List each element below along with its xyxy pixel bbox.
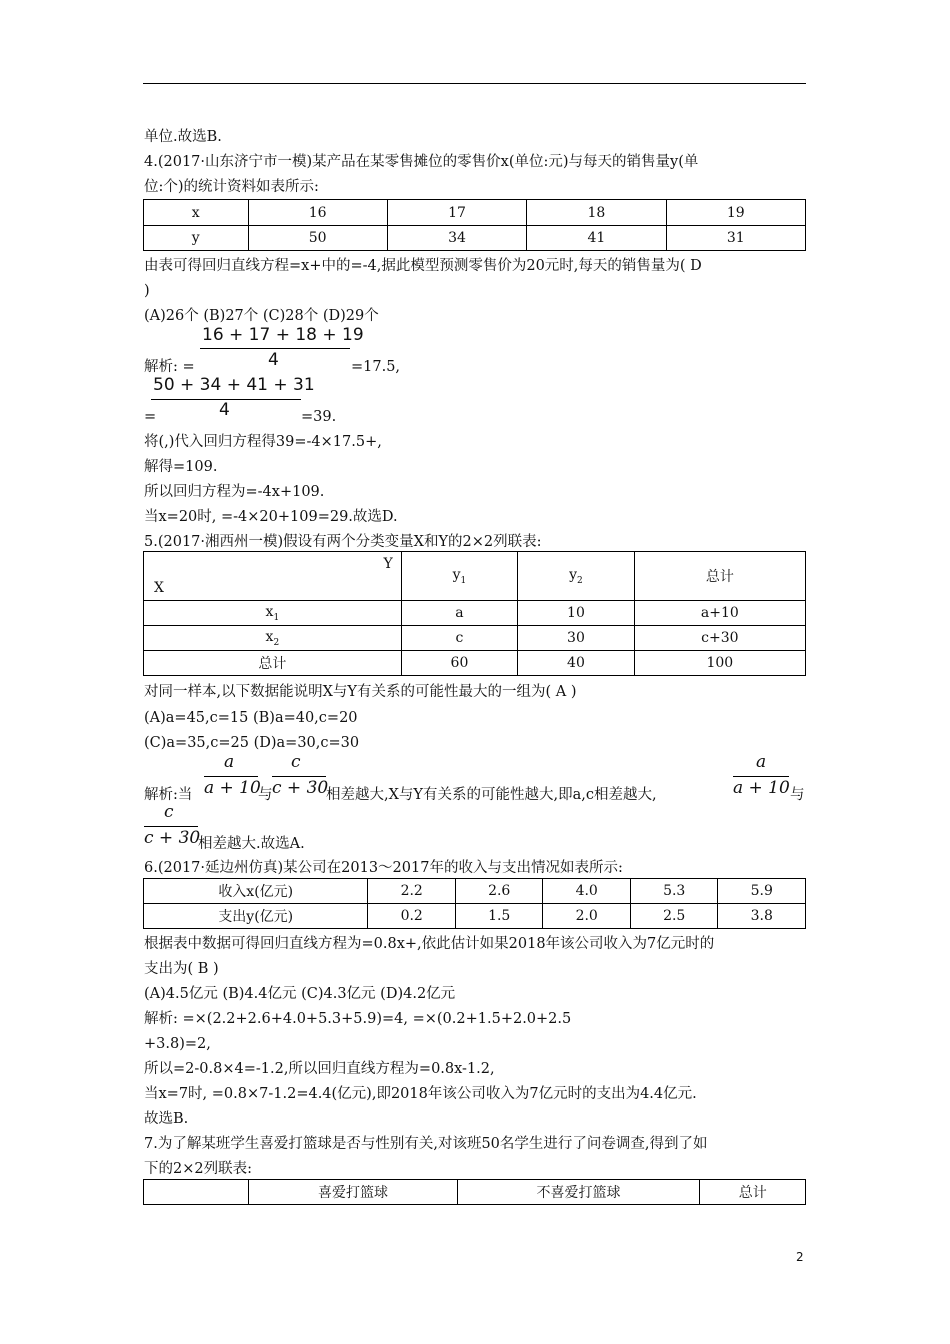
fraction-denominator: c + 30	[272, 778, 329, 798]
table-row-label: $x_1$	[144, 601, 402, 626]
fraction-numerator: c	[164, 802, 174, 822]
question-4-line-1: 4.(2017·山东济宁市一模)某产品在某零售摊位的零售价x(单位:元)与每天的销售量y(单	[144, 154, 699, 170]
table-header-cell: 不喜爱打篮球	[457, 1180, 700, 1205]
table-cell: 4.0	[543, 879, 631, 904]
question-7-line-2: 下的2×2列联表:	[144, 1161, 252, 1177]
fraction-numerator: a	[756, 752, 767, 772]
fraction-numerator: 50 + 34 + 41 + 31	[153, 375, 315, 395]
solution-line: 解得=109.	[144, 459, 218, 475]
fraction-bar	[200, 348, 350, 349]
solution-line: 将(,)代入回归方程得39=-4×17.5+,	[144, 434, 382, 450]
table-row	[144, 904, 806, 929]
table-row	[144, 879, 806, 904]
table-cell: 30	[518, 626, 634, 651]
table-row-label: 总计	[144, 651, 402, 676]
solution-line: =17.5,	[351, 359, 401, 375]
table-cell: 41	[527, 226, 666, 251]
question-4-options: (A)26个 (B)27个 (C)28个 (D)29个	[144, 308, 379, 324]
table-cell: 1.5	[455, 904, 543, 929]
table-cell: 17	[387, 200, 526, 226]
table-cell: 支出y(亿元)	[144, 904, 368, 929]
fraction-bar	[272, 776, 326, 777]
table-cell: y	[144, 226, 249, 251]
question-5-options: (A)a=45,c=15 (B)a=40,c=20	[144, 710, 358, 726]
question-6-line-1: 6.(2017·延边州仿真)某公司在2013～2017年的收入与支出情况如表所示:	[144, 860, 623, 876]
table-row	[144, 601, 806, 626]
solution-line: 当x=20时, =-4×20+109=29.故选D.	[144, 509, 398, 525]
table-cell: 2.5	[630, 904, 718, 929]
question-5-options: (C)a=35,c=25 (D)a=30,c=30	[144, 735, 360, 751]
table-header-cell: 总计	[634, 552, 805, 601]
table-row	[144, 626, 806, 651]
solution-line: 故选B.	[144, 1111, 189, 1127]
income-expense-table	[143, 878, 806, 929]
solution-line: 解析:当	[144, 787, 193, 803]
table-header-cell: $y_1$	[401, 552, 517, 601]
text-line: 单位.故选B.	[144, 129, 222, 145]
table-cell: x	[144, 200, 249, 226]
fraction-denominator: a + 10	[204, 778, 261, 798]
solution-line: 所以=2-0.8×4=-1.2,所以回归直线方程为=0.8x-1.2,	[144, 1061, 495, 1077]
basketball-contingency-table	[143, 1179, 806, 1205]
question-5-line-1: 5.(2017·湘西州一模)假设有两个分类变量X和Y的2×2列联表:	[144, 534, 542, 550]
fraction-denominator: c + 30	[144, 828, 201, 848]
table-cell: a+10	[634, 601, 805, 626]
question-6-options: (A)4.5亿元 (B)4.4亿元 (C)4.3亿元 (D)4.2亿元	[144, 986, 456, 1002]
contingency-table-xy	[143, 551, 806, 676]
solution-line: 相差越大,X与Y有关系的可能性越大,即a,c相差越大,	[326, 787, 657, 803]
solution-line: 所以回归方程为=-4x+109.	[144, 484, 325, 500]
question-4-line-2: 位:个)的统计资料如表所示:	[144, 179, 319, 195]
table-cell: 100	[634, 651, 805, 676]
table-cell: 34	[387, 226, 526, 251]
table-cell: 5.9	[718, 879, 806, 904]
table-cell: 3.8	[718, 904, 806, 929]
fraction-bar	[733, 776, 789, 777]
solution-line: 当x=7时, =0.8×7-1.2=4.4(亿元),即2018年该公司收入为7亿元时的支出为4.4亿元.	[144, 1086, 697, 1102]
table-cell: 2.0	[543, 904, 631, 929]
table-cell: a	[401, 601, 517, 626]
solution-line: =39.	[301, 409, 337, 425]
text-line: )	[144, 283, 150, 299]
solution-line: 解析: =	[144, 359, 195, 375]
table-cell: 0.2	[368, 904, 456, 929]
table-cell: 5.3	[630, 879, 718, 904]
table-cell: 50	[248, 226, 387, 251]
table-cell: 2.6	[455, 879, 543, 904]
solution-line: 与	[258, 787, 273, 803]
question-5-line-2: 对同一样本,以下数据能说明X与Y有关系的可能性最大的一组为( A )	[144, 684, 577, 700]
question-7-line-1: 7.为了解某班学生喜爱打篮球是否与性别有关,对该班50名学生进行了问卷调查,得到了如	[144, 1136, 708, 1152]
page-number: 2	[796, 1250, 804, 1264]
table-cell: 2.2	[368, 879, 456, 904]
table-corner-cell	[144, 552, 402, 601]
solution-line: =	[144, 409, 157, 425]
header-rule	[143, 83, 806, 84]
table-row	[144, 1180, 806, 1205]
table-row	[144, 200, 806, 226]
table-cell: 60	[401, 651, 517, 676]
solution-line: +3.8)=2,	[144, 1036, 211, 1052]
table-cell: 10	[518, 601, 634, 626]
fraction-numerator: 16 + 17 + 18 + 19	[202, 325, 364, 345]
table-row	[144, 552, 806, 601]
table-cell	[144, 1180, 249, 1205]
table-header-cell: $y_2$	[518, 552, 634, 601]
table-header-cell: 喜爱打篮球	[249, 1180, 457, 1205]
table-row	[144, 226, 806, 251]
question-6-line-2: 根据表中数据可得回归直线方程为=0.8x+,依此估计如果2018年该公司收入为7亿元时的	[144, 936, 715, 952]
question-4-line-3: 由表可得回归直线方程=x+中的=-4,据此模型预测零售价为20元时,每天的销售量为( D	[144, 258, 702, 274]
table-row-label: $x_2$	[144, 626, 402, 651]
fraction-bar	[144, 826, 198, 827]
solution-line: 解析: =×(2.2+2.6+4.0+5.3+5.9)=4, =×(0.2+1.5+2.0+2.5	[144, 1011, 572, 1027]
table-cell: 31	[666, 226, 805, 251]
table-cell: 收入x(亿元)	[144, 879, 368, 904]
table-cell: c	[401, 626, 517, 651]
fraction-bar	[204, 776, 258, 777]
table-cell: c+30	[634, 626, 805, 651]
table-row	[144, 651, 806, 676]
table-cell: 40	[518, 651, 634, 676]
table-cell: 16	[248, 200, 387, 226]
fraction-numerator: c	[291, 752, 301, 772]
question-6-line-3: 支出为( B )	[144, 961, 219, 977]
solution-line: 与	[790, 787, 805, 803]
fraction-denominator: 4	[219, 400, 230, 420]
fraction-denominator: a + 10	[733, 778, 790, 798]
solution-line: 相差越大.故选A.	[198, 836, 305, 852]
table-header-cell: 总计	[700, 1180, 806, 1205]
price-sales-table	[143, 199, 806, 251]
corner-label-y: Y	[383, 556, 393, 572]
fraction-denominator: 4	[268, 350, 279, 370]
table-cell: 19	[666, 200, 805, 226]
corner-label-x: X	[154, 580, 164, 596]
fraction-numerator: a	[224, 752, 235, 772]
table-cell: 18	[527, 200, 666, 226]
